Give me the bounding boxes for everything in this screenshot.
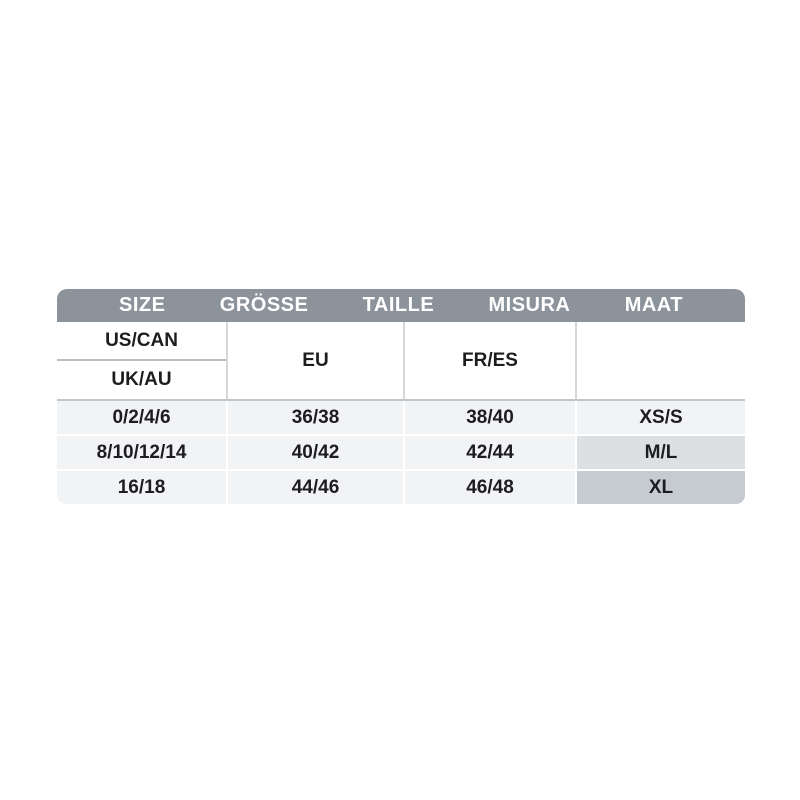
cell-fr-sizes: 38/40 bbox=[405, 401, 575, 434]
cell-fr-sizes: 42/44 bbox=[405, 436, 575, 469]
header-label-size: SIZE bbox=[119, 294, 166, 316]
region-label-empty bbox=[577, 322, 745, 399]
cell-eu-sizes: 40/42 bbox=[228, 436, 403, 469]
table-body bbox=[57, 401, 745, 504]
header-label-misura: MISURA bbox=[488, 294, 571, 316]
region-label-uk-au: UK/AU bbox=[111, 369, 172, 390]
cell-letter-size-highlight-medium: M/L bbox=[577, 436, 745, 469]
cell-eu-sizes: 44/46 bbox=[228, 471, 403, 504]
region-header-section bbox=[57, 322, 745, 401]
region-column-fr-es bbox=[405, 322, 575, 399]
cell-letter-size: XS/S bbox=[577, 401, 745, 434]
table-row bbox=[57, 436, 745, 469]
table-header-bar bbox=[57, 289, 745, 322]
cell-us-sizes: 8/10/12/14 bbox=[57, 436, 226, 469]
table-row bbox=[57, 401, 745, 434]
region-label-eu: EU bbox=[302, 349, 329, 371]
cell-letter-size-highlight-dark: XL bbox=[577, 471, 745, 504]
region-label-us-can: US/CAN bbox=[57, 322, 226, 361]
cell-fr-sizes: 46/48 bbox=[405, 471, 575, 504]
cell-us-sizes: 16/18 bbox=[57, 471, 226, 504]
header-label-groesse: GRÖSSE bbox=[219, 294, 309, 316]
table-row bbox=[57, 471, 745, 504]
region-column-letter-sizes bbox=[577, 322, 745, 399]
size-conversion-table bbox=[57, 289, 745, 504]
region-column-eu bbox=[228, 322, 403, 399]
region-label-fr-es: FR/ES bbox=[462, 349, 518, 371]
region-column-us-uk bbox=[57, 322, 226, 399]
cell-us-sizes: 0/2/4/6 bbox=[57, 401, 226, 434]
cell-eu-sizes: 36/38 bbox=[228, 401, 403, 434]
header-label-taille: TAILLE bbox=[362, 294, 435, 316]
header-label-maat: MAAT bbox=[624, 294, 683, 316]
